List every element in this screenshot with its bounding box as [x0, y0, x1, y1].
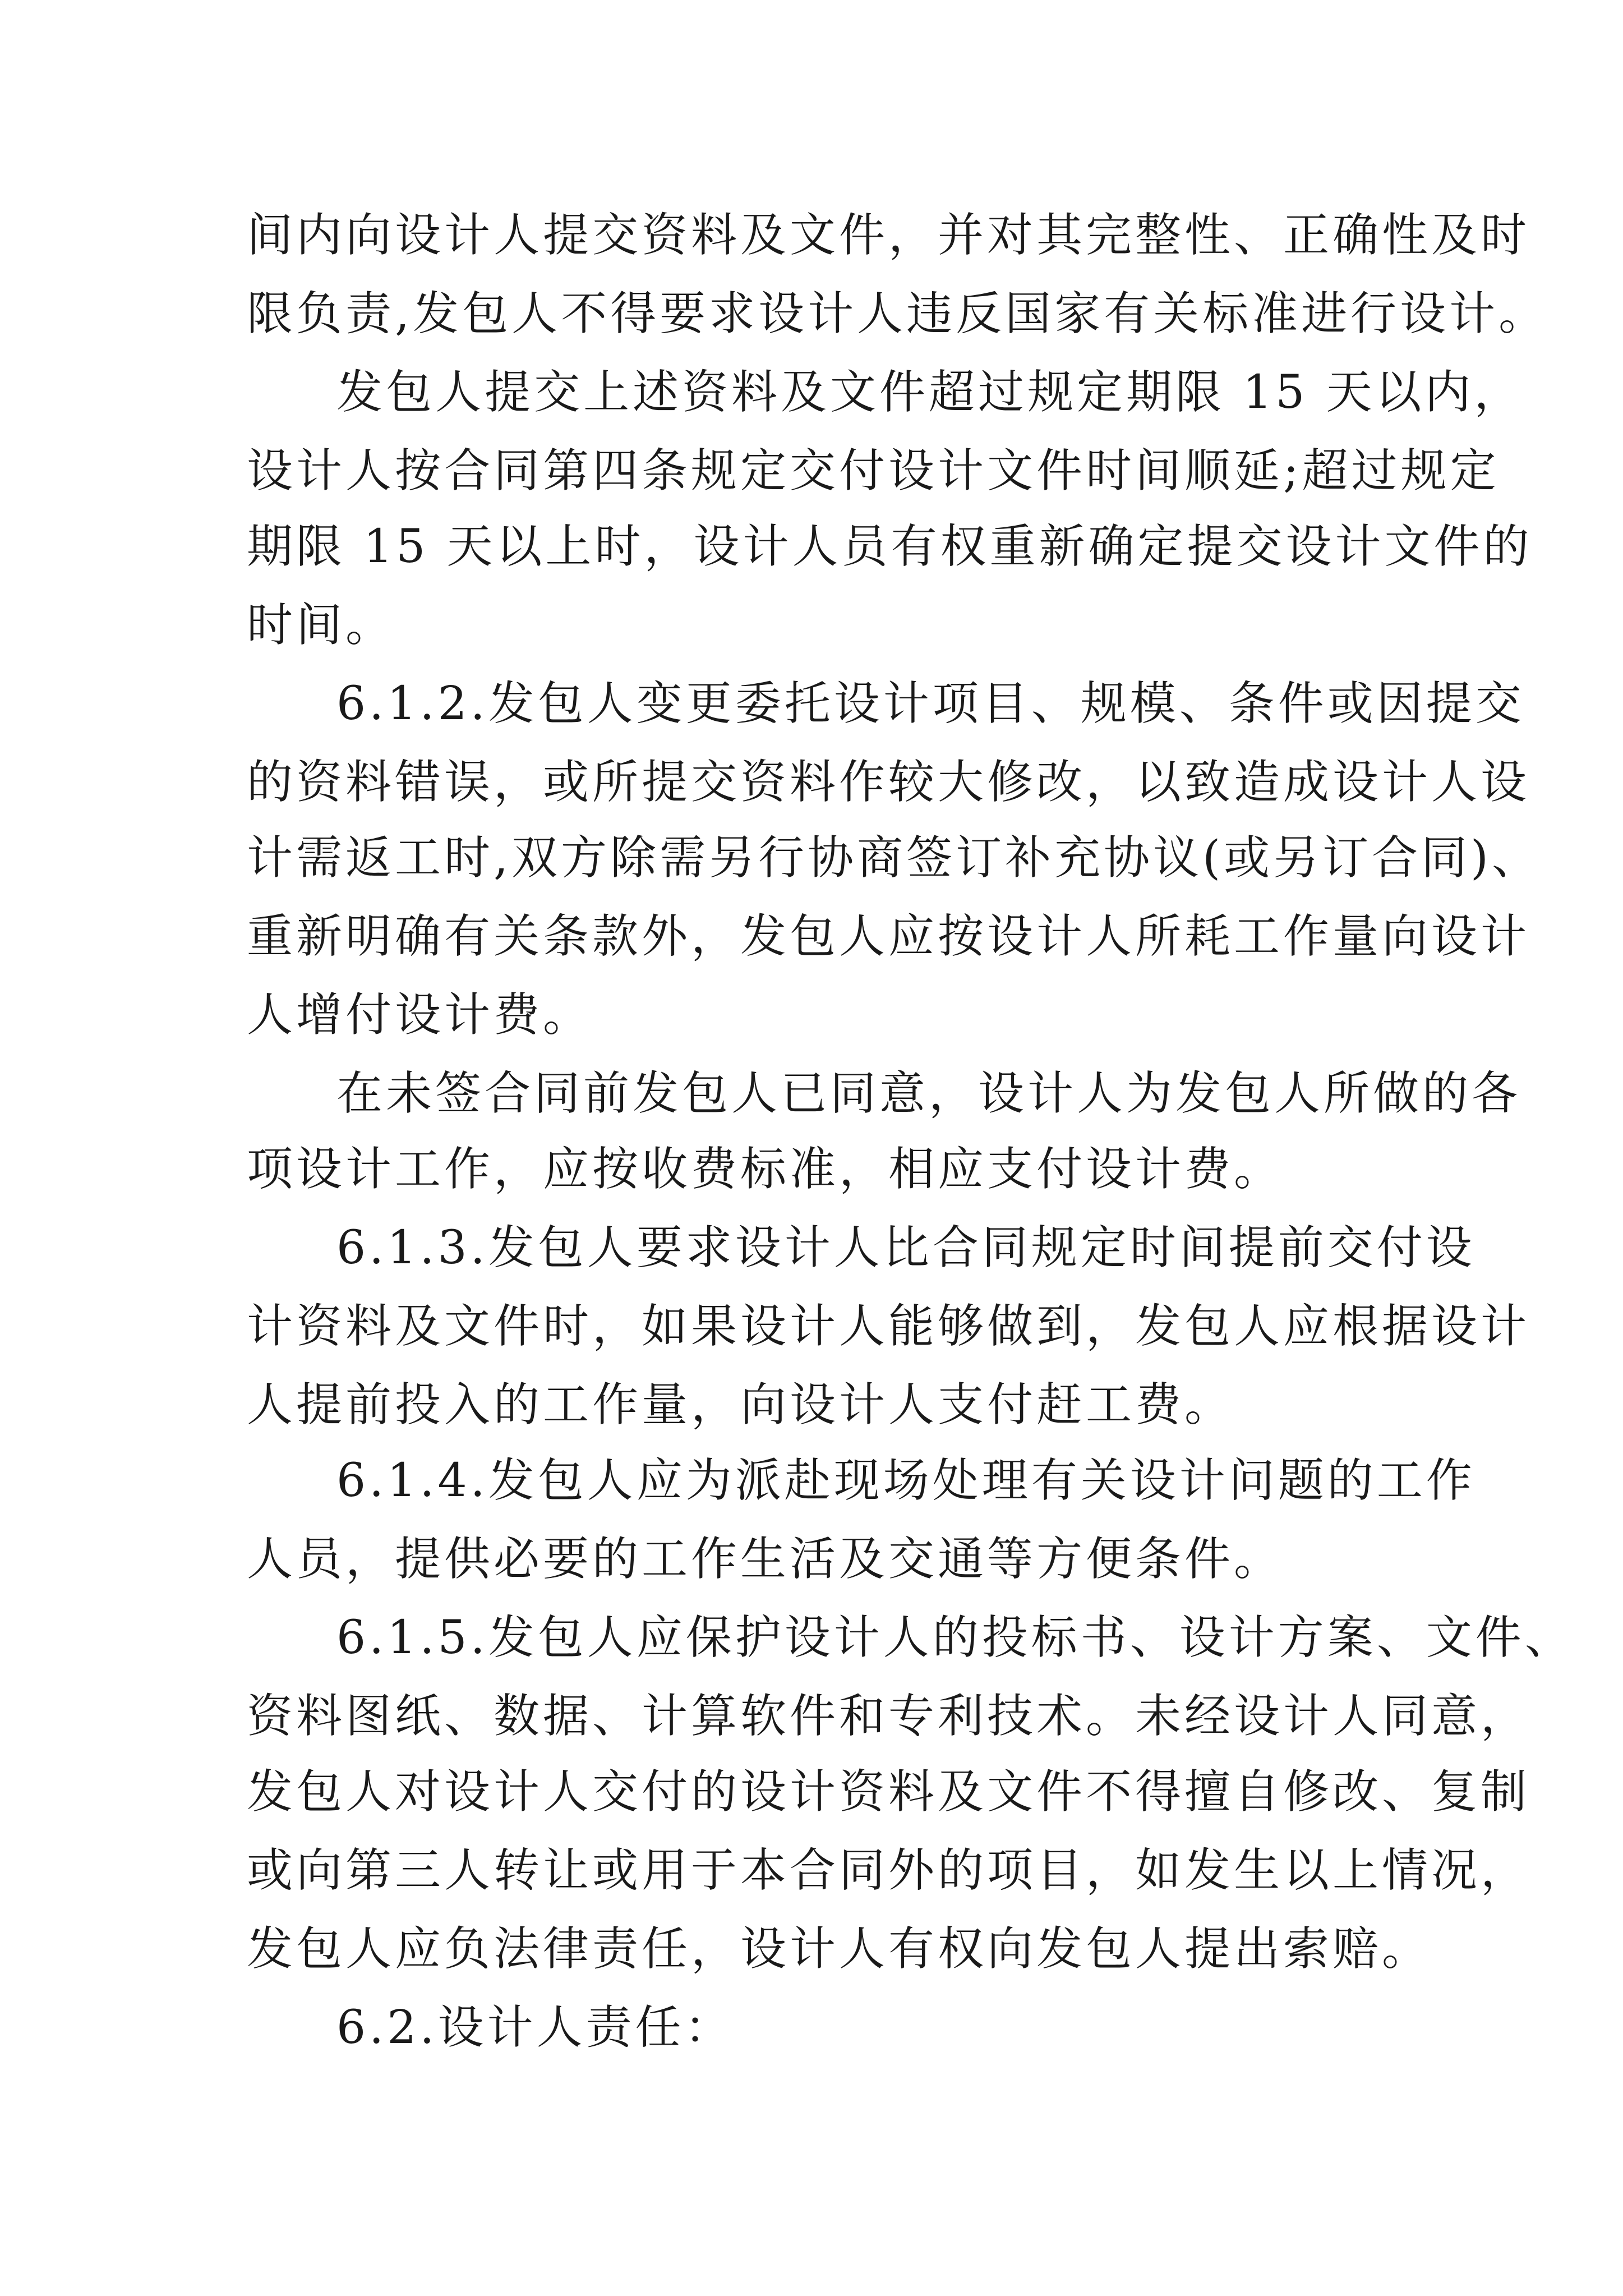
text-line-9: 计需返工时,双方除需另行协商签订补充协议(或另订合同)、	[247, 831, 1542, 885]
text-line-14: 6.1.3.发包人要求设计人比合同规定时间提前交付设	[336, 1221, 1476, 1274]
text-line-8: 的资料错误，或所提交资料作较大修改，以致造成设计人设	[247, 756, 1530, 809]
text-line-12: 在未签合同前发包人已同意，设计人为发包人所做的各	[336, 1067, 1521, 1120]
text-line-13: 项设计工作，应按收费标准，相应支付设计费。	[247, 1143, 1284, 1196]
text-line-17: 6.1.4.发包人应为派赴现场处理有关设计问题的工作	[336, 1454, 1476, 1507]
text-line-7: 6.1.2.发包人变更委托设计项目、规模、条件或因提交	[336, 677, 1525, 730]
text-line-22: 或向第三人转让或用于本合同外的项目，如发生以上情况，	[247, 1844, 1530, 1897]
text-line-3: 发包人提交上述资料及文件超过规定期限 15 天以内，	[336, 366, 1524, 419]
text-line-19: 6.1.5.发包人应保护设计人的投标书、设计方案、文件、	[336, 1611, 1574, 1664]
text-line-1: 间内向设计人提交资料及文件，并对其完整性、正确性及时	[247, 209, 1530, 262]
text-line-5: 期限 15 天以上时，设计人员有权重新确定提交设计文件的	[247, 520, 1533, 573]
text-line-10: 重新明确有关条款外，发包人应按设计人所耗工作量向设计	[247, 910, 1530, 963]
text-line-24: 6.2.设计人责任：	[336, 2001, 734, 2054]
text-line-21: 发包人对设计人交付的设计资料及文件不得擅自修改、复制	[247, 1765, 1530, 1819]
text-line-23: 发包人应负法律责任，设计人有权向发包人提出索赔。	[247, 1922, 1432, 1976]
text-line-16: 人提前投入的工作量，向设计人支付赶工费。	[247, 1378, 1234, 1432]
text-line-2: 限负责,发包人不得要求设计人违反国家有关标准进行设计。	[247, 287, 1548, 341]
text-line-15: 计资料及文件时，如果设计人能够做到，发包人应根据设计	[247, 1300, 1530, 1353]
text-line-6: 时间。	[247, 599, 395, 652]
text-line-4: 设计人按合同第四条规定交付设计文件时间顺延;超过规定	[247, 444, 1500, 498]
text-line-20: 资料图纸、数据、计算软件和专利技术。未经设计人同意，	[247, 1690, 1530, 1743]
text-line-18: 人员，提供必要的工作生活及交通等方便条件。	[247, 1533, 1284, 1586]
text-line-11: 人增付设计费。	[247, 988, 593, 1042]
